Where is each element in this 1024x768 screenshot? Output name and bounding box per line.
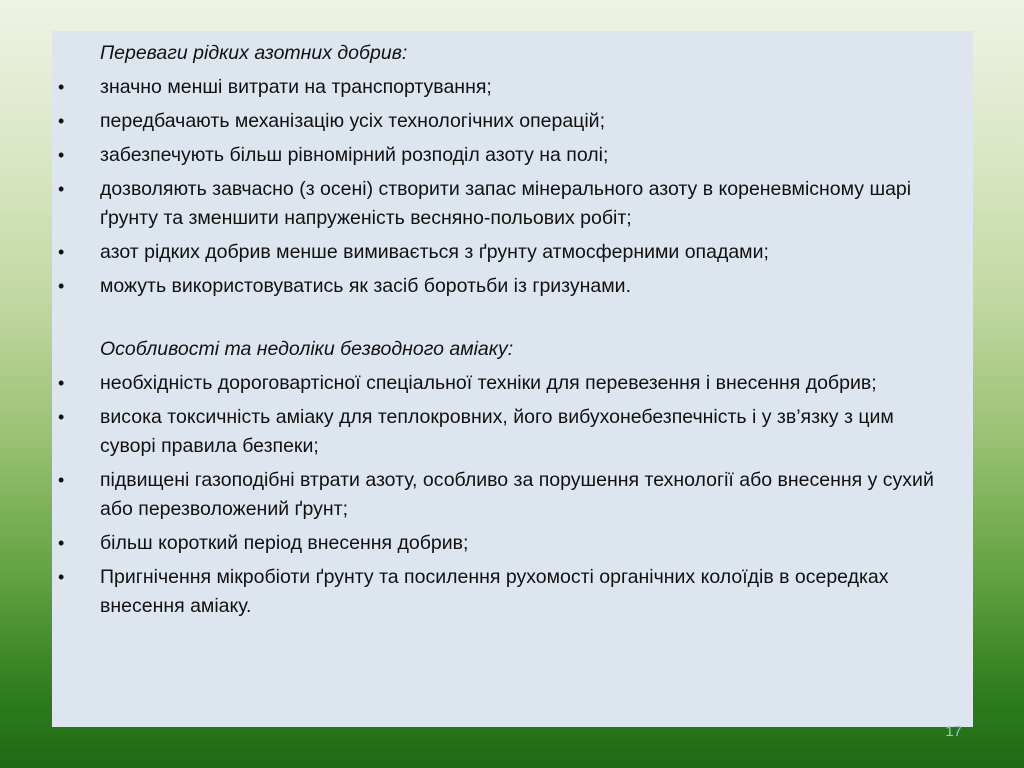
slide-text-body	[52, 39, 973, 621]
bullet-icon: •	[58, 145, 65, 165]
list-item	[52, 369, 973, 398]
list-item	[52, 529, 973, 558]
section-heading-advantages: Переваги рідких азотних добрив:	[100, 42, 408, 64]
list-item-text: необхідність дороговартісної спеціальної техніки для перевезення і внесення добрив;	[100, 372, 877, 394]
bullet-icon: •	[58, 242, 65, 262]
drawbacks-list	[52, 369, 973, 621]
bullet-icon: •	[58, 111, 65, 131]
list-item	[52, 175, 973, 233]
list-item-text: висока токсичність аміаку для теплокровних, його вибухонебезпечність і у зв’язку з цим суворі правила безпеки;	[100, 406, 894, 457]
list-item	[52, 238, 973, 267]
list-item	[52, 563, 973, 621]
list-item-text: передбачають механізацію усіх технологічних операцій;	[100, 110, 605, 132]
bullet-icon: •	[58, 567, 65, 587]
slide-content-panel	[52, 31, 973, 727]
advantages-list	[52, 73, 973, 301]
list-item	[52, 73, 973, 102]
list-item-text: дозволяють завчасно (з осені) створити запас мінерального азоту в кореневмісному шарі ґрунту та зменшити напруженість весняно-польових робіт;	[100, 178, 912, 229]
bullet-icon: •	[58, 276, 65, 296]
bullet-icon: •	[58, 407, 65, 427]
list-item-text: підвищені газоподібні втрати азоту, особливо за порушення технології або внесення у сухий або перезволожений ґрунт;	[100, 469, 934, 520]
list-item	[52, 107, 973, 136]
list-item-text: значно менші витрати на транспортування;	[100, 76, 492, 98]
bullet-icon: •	[58, 179, 65, 199]
bullet-icon: •	[58, 470, 65, 490]
bullet-icon: •	[58, 77, 65, 97]
list-item	[52, 403, 973, 461]
list-item	[52, 272, 973, 301]
list-item	[52, 466, 973, 524]
list-item-text: більш короткий період внесення добрив;	[100, 532, 469, 554]
section-spacer	[52, 301, 973, 335]
list-item-text: азот рідких добрив менше вимивається з ґрунту атмосферними опадами;	[100, 241, 769, 263]
list-item	[52, 141, 973, 170]
list-item-text: можуть використовуватись як засіб боротьби із гризунами.	[100, 275, 631, 297]
list-item-text: Пригнічення мікробіоти ґрунту та посилення рухомості органічних колоїдів в осередках внесення аміаку.	[100, 566, 889, 617]
bullet-icon: •	[58, 533, 65, 553]
slide-page-number: 17	[945, 723, 962, 740]
list-item-text: забезпечують більш рівномірний розподіл азоту на полі;	[100, 144, 609, 166]
section-heading-drawbacks: Особливості та недоліки безводного аміаку:	[100, 338, 514, 360]
bullet-icon: •	[58, 373, 65, 393]
